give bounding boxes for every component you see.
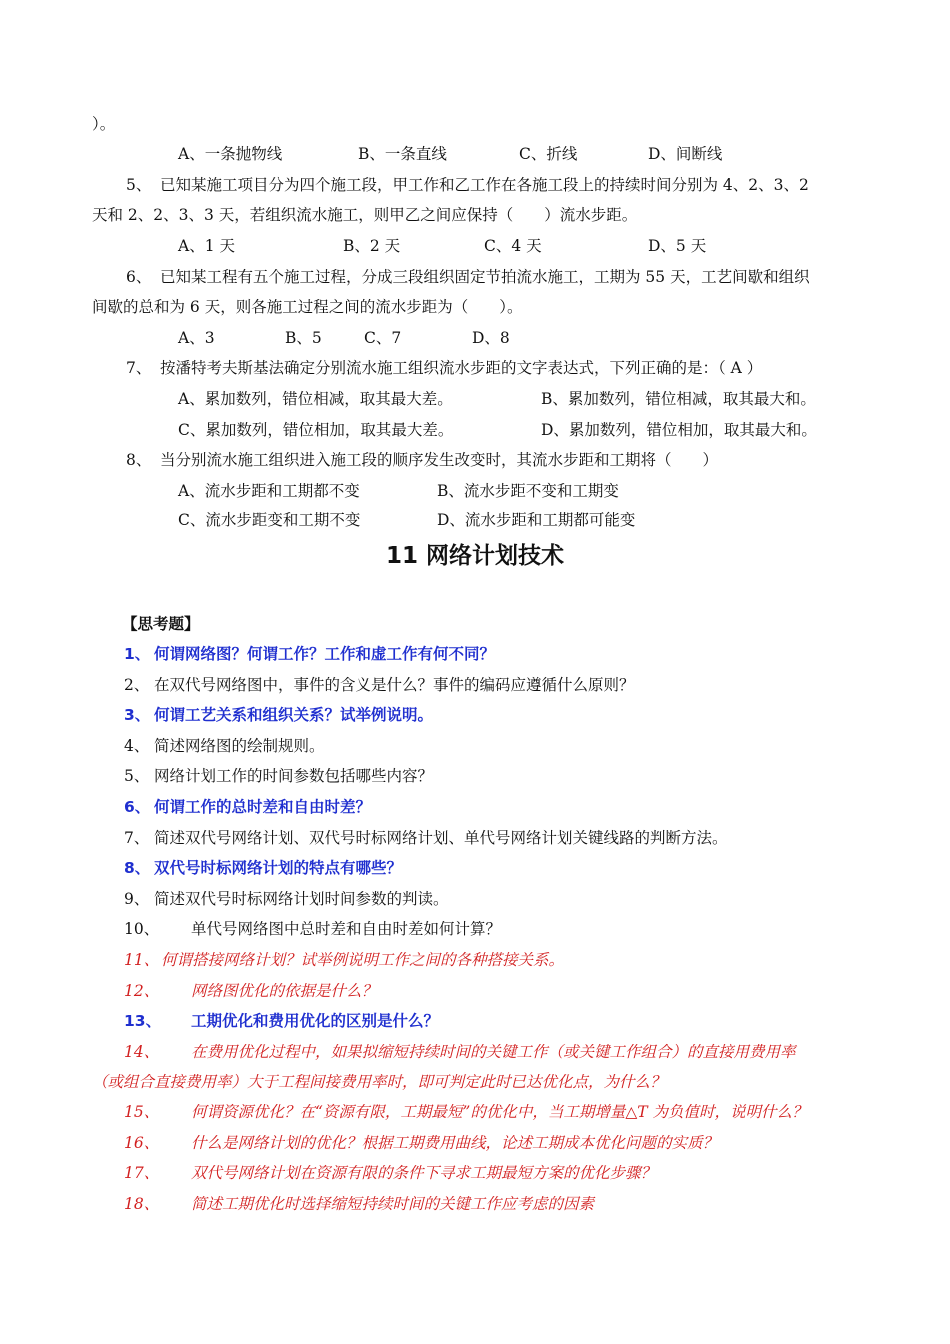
question-16 bbox=[124, 1133, 719, 1153]
question-4 bbox=[124, 736, 325, 756]
question-text: 网络计划工作的时间参数包括哪些内容？ bbox=[154, 767, 434, 785]
section-title: 11 网络计划技术 bbox=[385, 543, 564, 569]
q8-option-c: C、流水步距变和工期不变 bbox=[178, 511, 361, 529]
question-6 bbox=[124, 797, 372, 817]
question-5 bbox=[124, 766, 434, 786]
q6-option-b: B、5 bbox=[285, 329, 322, 347]
q6-option-c: C、7 bbox=[364, 329, 402, 347]
q5-line2: 天和 2、2、3、3 天，若组织流水施工，则甲乙之间应保持（ ）流水步距。 bbox=[92, 206, 638, 224]
question-number: 2、 bbox=[124, 676, 150, 694]
question-number: 9、 bbox=[124, 890, 150, 908]
q4-tail: ）。 bbox=[92, 115, 116, 133]
q5-option-a: A、1 天 bbox=[178, 237, 235, 255]
question-text: 何谓工作的总时差和自由时差？ bbox=[154, 798, 372, 816]
q5-option-b: B、2 天 bbox=[343, 237, 401, 255]
question-text: 何谓工艺关系和组织关系？试举例说明。 bbox=[154, 706, 434, 724]
question-text: 在费用优化过程中，如果拟缩短持续时间的关键工作（或关键工作组合）的直接用费用率 bbox=[191, 1043, 796, 1061]
q6-line1: 已知某工程有五个施工过程，分成三段组织固定节拍流水施工，工期为 55 天，工艺间歇和组织 bbox=[160, 268, 810, 286]
question-17 bbox=[124, 1163, 657, 1183]
subheading: 【思考题】 bbox=[122, 615, 200, 633]
question-text: 什么是网络计划的优化？根据工期费用曲线，论述工期成本优化问题的实质？ bbox=[191, 1134, 719, 1152]
question-12 bbox=[124, 981, 378, 1001]
q4-option-a: A、一条抛物线 bbox=[178, 145, 283, 163]
question-8 bbox=[124, 858, 403, 878]
question-1 bbox=[124, 644, 496, 664]
q8-line1: 当分别流水施工组织进入施工段的顺序发生改变时，其流水步距和工期将（ ） bbox=[160, 451, 719, 469]
question-text: 工期优化和费用优化的区别是什么？ bbox=[191, 1012, 440, 1030]
question-number: 15、 bbox=[124, 1103, 160, 1121]
q7-number: 7、 bbox=[126, 359, 152, 377]
q7-option-d: D、累加数列，错位相加，取其最大和。 bbox=[541, 421, 817, 439]
q8-option-a: A、流水步距和工期都不变 bbox=[178, 482, 360, 500]
question-number: 11、 bbox=[124, 951, 160, 969]
question-9 bbox=[124, 889, 449, 909]
question-3 bbox=[124, 705, 434, 725]
question-text: 何谓资源优化？在“资源有限，工期最短”的优化中，当工期增量△T 为负值时，说明什么？ bbox=[191, 1103, 808, 1121]
question-14-continued: （或组合直接费用率）大于工程间接费用率时，即可判定此时已达优化点，为什么？ bbox=[92, 1073, 666, 1091]
question-text: 何谓网络图？何谓工作？工作和虚工作有何不同？ bbox=[154, 645, 496, 663]
q6-line2: 间歇的总和为 6 天，则各施工过程之间的流水步距为（ ）。 bbox=[92, 298, 523, 316]
question-11 bbox=[124, 950, 565, 970]
question-number: 18、 bbox=[124, 1195, 160, 1213]
question-15 bbox=[124, 1102, 808, 1122]
question-number: 17、 bbox=[124, 1164, 160, 1182]
question-14 bbox=[124, 1042, 796, 1062]
q7-option-c: C、累加数列，错位相加，取其最大差。 bbox=[178, 421, 454, 439]
q8-option-b: B、流水步距不变和工期变 bbox=[437, 482, 619, 500]
q5-option-d: D、5 天 bbox=[648, 237, 707, 255]
q7-line1: 按潘特考夫斯基法确定分别流水施工组织流水步距的文字表达式，下列正确的是：（ A ） bbox=[160, 359, 763, 377]
question-text: 双代号时标网络计划的特点有哪些？ bbox=[154, 859, 403, 877]
q5-number: 5、 bbox=[126, 176, 152, 194]
question-text: 简述工期优化时选择缩短持续时间的关键工作应考虑的因素 bbox=[191, 1195, 595, 1213]
question-text: 在双代号网络图中，事件的含义是什么？事件的编码应遵循什么原则？ bbox=[154, 676, 635, 694]
question-number: 12、 bbox=[124, 982, 160, 1000]
question-13 bbox=[124, 1011, 440, 1031]
q6-option-a: A、3 bbox=[178, 329, 215, 347]
q4-option-d: D、间断线 bbox=[648, 145, 723, 163]
question-text: 单代号网络图中总时差和自由时差如何计算？ bbox=[191, 920, 502, 938]
question-number: 6、 bbox=[124, 798, 151, 816]
q8-option-d: D、流水步距和工期都可能变 bbox=[437, 511, 636, 529]
q6-number: 6、 bbox=[126, 268, 152, 286]
question-text: 简述双代号网络计划、双代号时标网络计划、单代号网络计划关键线路的判断方法。 bbox=[154, 829, 728, 847]
question-number: 7、 bbox=[124, 829, 150, 847]
question-number: 14、 bbox=[124, 1043, 160, 1061]
question-number: 13、 bbox=[124, 1012, 162, 1030]
question-text: 双代号网络计划在资源有限的条件下寻求工期最短方案的优化步骤？ bbox=[191, 1164, 657, 1182]
q4-option-b: B、一条直线 bbox=[358, 145, 447, 163]
question-number: 5、 bbox=[124, 767, 150, 785]
question-number: 4、 bbox=[124, 737, 150, 755]
question-text: 简述网络图的绘制规则。 bbox=[154, 737, 325, 755]
q7-option-b: B、累加数列，错位相减，取其最大和。 bbox=[541, 390, 816, 408]
q5-line1: 已知某施工项目分为四个施工段，甲工作和乙工作在各施工段上的持续时间分别为 4、2、3、2 bbox=[160, 176, 809, 194]
q7-option-a: A、累加数列，错位相减，取其最大差。 bbox=[178, 390, 453, 408]
question-number: 3、 bbox=[124, 706, 151, 724]
question-2 bbox=[124, 675, 635, 695]
question-number: 8、 bbox=[124, 859, 151, 877]
q4-option-c: C、折线 bbox=[519, 145, 578, 163]
question-text: 简述双代号时标网络计划时间参数的判读。 bbox=[154, 890, 449, 908]
question-10 bbox=[124, 919, 502, 939]
question-18 bbox=[124, 1194, 595, 1214]
question-number: 10、 bbox=[124, 920, 160, 938]
question-number: 16、 bbox=[124, 1134, 160, 1152]
question-text: 网络图优化的依据是什么？ bbox=[191, 982, 378, 1000]
question-text: 何谓搭接网络计划？试举例说明工作之间的各种搭接关系。 bbox=[161, 951, 565, 969]
q6-option-d: D、8 bbox=[472, 329, 510, 347]
q8-number: 8、 bbox=[126, 451, 152, 469]
question-number: 1、 bbox=[124, 645, 151, 663]
q5-option-c: C、4 天 bbox=[484, 237, 542, 255]
question-7 bbox=[124, 828, 728, 848]
